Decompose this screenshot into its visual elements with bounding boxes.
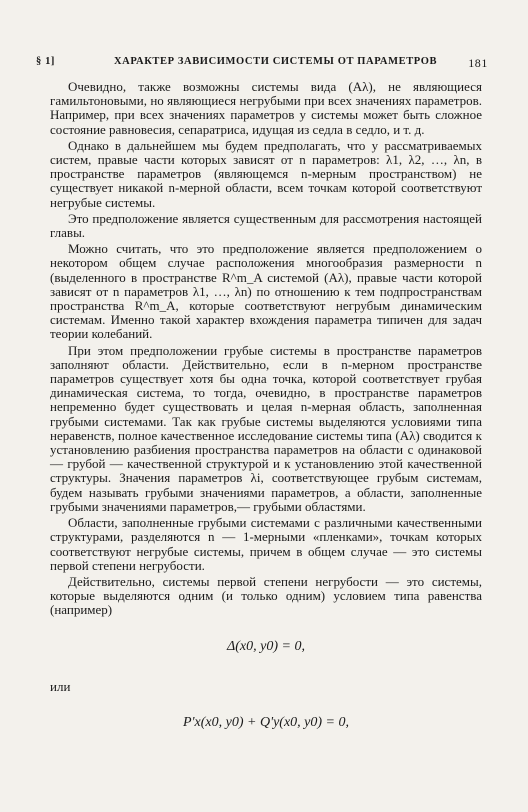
page-body <box>50 80 482 730</box>
section-mark: § 1] <box>36 56 56 67</box>
paragraph: Очевидно, также возможны системы вида (Aλ), не являющиеся гамильтоновыми, но являющиеся негрубыми при всех значениях параметров. Например, при всех значениях параметров у системы может быть сложное состояние равновесия, сепаратриса, идущая из седла в седло, и т. д. <box>50 79 482 137</box>
paragraph: Действительно, системы первой степени негрубости — это системы, которые выделяются одним (и только одним) условием типа равенства (например) <box>50 573 482 618</box>
paragraph: При этом предположении грубые системы в пространстве параметров заполняют области. Действительно, если в n-мерном пространстве параметров существует хотя бы одна точка, которой соответствует грубая динамическая система, то тогда, очевидно, в пространстве параметров непременно будет существовать и целая n-мерная область, заполненная грубыми системами. Так как грубые системы выделяются условиями типа неравенств, полное качественное исследование системы типа (Aλ) сводится к установлению разбиения пространства параметров на области с одинаковой — грубой — качественной структурой и к установлению этой качественной структуры. Значения параметров λi, соответствующее грубым системам, будем называть грубыми значениями параметров, а области, заполненные грубыми значениями параметров,— грубыми областями. <box>50 342 482 514</box>
page-number: 181 <box>468 56 488 70</box>
formula-divergence: P'x(x0, y0) + Q'y(x0, y0) = 0, <box>183 714 349 730</box>
paragraph: Это предположение является существенным для рассмотрения настоящей главы. <box>50 210 482 241</box>
connector-word: или <box>50 678 71 694</box>
paragraph: Однако в дальнейшем мы будем предполагать, что у рассматриваемых систем, правые части которых зависят от n параметров: λ1, λ2, …, λn, в пространстве параметров (являющемся n-мерным пространством) не существует никакой n-мерной области, всем точкам которой соответствуют негрубые системы. <box>50 137 482 210</box>
paragraph: Области, заполненные грубыми системами с различными качественными структурами, разделяются n — 1-мерными «пленками», точкам которых соответствуют негрубые системы, причем в общем случае — это системы первой степени негрубости. <box>50 515 482 573</box>
formula-delta: Δ(x0, y0) = 0, <box>227 638 305 654</box>
running-title: ХАРАКТЕР ЗАВИСИМОСТИ СИСТЕМЫ ОТ ПАРАМЕТРОВ <box>114 56 438 67</box>
paragraph: Можно считать, что это предположение является предположением о некотором общем случае расположения многообразия размерности n (выделенного в пространстве R^m_A системой (Aλ), правые части которой зависят от n параметров λ1, …, λn) по отношению к тем подпространствам пространства R^m_A, которые соответствуют негрубым динамическим системам. Именно такой характер вхождения параметра типичен для задач теории колебаний. <box>50 241 482 342</box>
